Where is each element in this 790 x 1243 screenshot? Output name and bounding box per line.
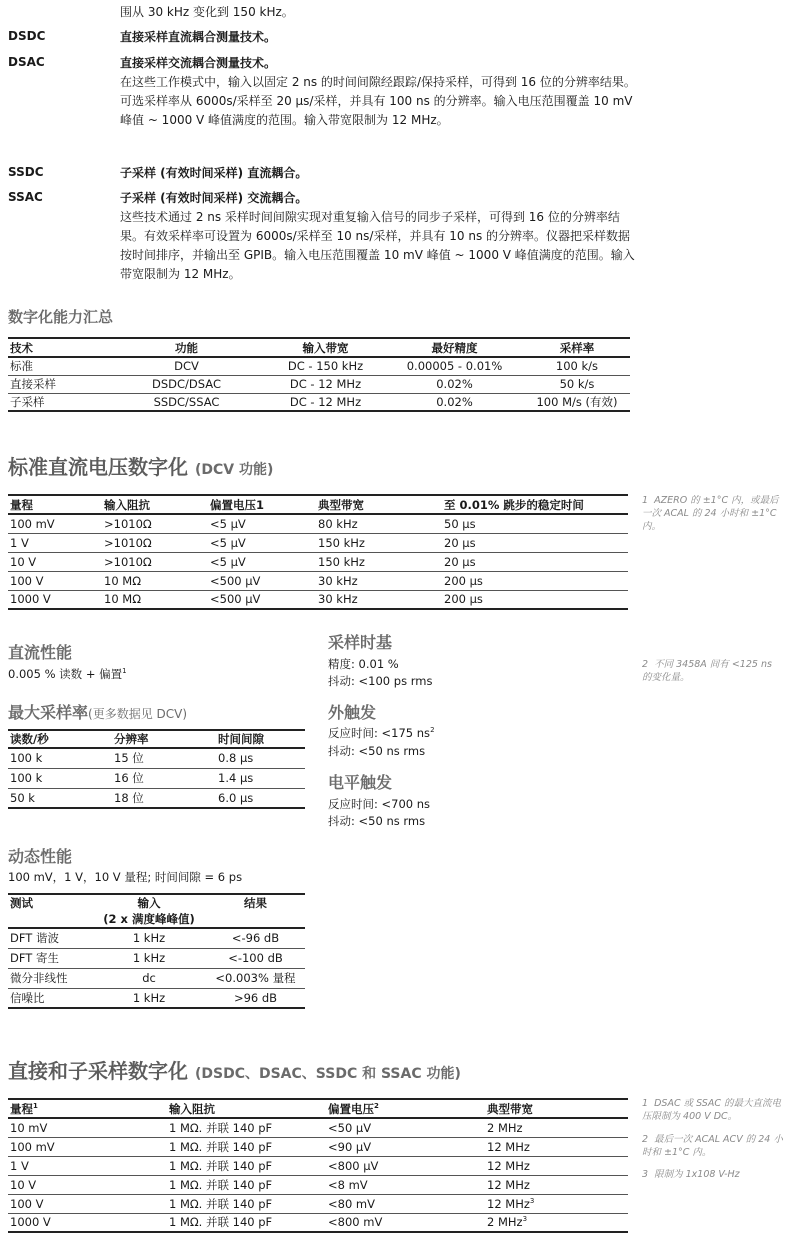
cell: 10 V bbox=[8, 552, 102, 571]
dc-perf-title: 直流性能 bbox=[8, 643, 73, 662]
cell: <5 μV bbox=[208, 514, 316, 533]
cell: 100 mV bbox=[8, 1137, 167, 1156]
summary-header: 技术 bbox=[10, 340, 33, 355]
cell: DC - 12 MHz bbox=[266, 393, 385, 411]
cell: 200 μs bbox=[442, 571, 628, 590]
cell: <-100 dB bbox=[206, 948, 305, 968]
cell: 1 MΩ. 并联 140 pF bbox=[167, 1194, 326, 1213]
summary-table bbox=[8, 337, 630, 412]
cell: 0.8 μs bbox=[216, 748, 305, 768]
footnote-ref: 3 bbox=[529, 1196, 535, 1205]
dcv-header: 偏置电压1 bbox=[210, 497, 265, 512]
cell: 0.02% bbox=[385, 393, 524, 411]
level-trigger-jitter: 抖动: <50 ns rms bbox=[328, 814, 426, 828]
cell: 150 kHz bbox=[316, 552, 442, 571]
cell: <-96 dB bbox=[206, 928, 305, 948]
table-row bbox=[8, 533, 628, 552]
max-rate-subtitle: (更多数据见 DCV) bbox=[88, 707, 188, 721]
dcv-title-text: 标准直流电压数字化 bbox=[8, 455, 188, 479]
dynamic-header-sub: (2 x 满度峰峰值) bbox=[103, 912, 195, 926]
cell: >96 dB bbox=[206, 988, 305, 1008]
summary-title: 数字化能力汇总 bbox=[8, 308, 114, 326]
ext-trigger-title: 外触发 bbox=[328, 703, 377, 722]
cell: <800 μV bbox=[326, 1156, 485, 1175]
table-row bbox=[8, 552, 628, 571]
dynamic-header: 测试 bbox=[10, 896, 33, 910]
direct-header bbox=[485, 1099, 628, 1118]
timebase-precision: 精度: 0.01 % bbox=[328, 657, 399, 671]
dc-perf-value: 0.005 % 读数 + 偏置 bbox=[8, 667, 123, 681]
cell: dc bbox=[92, 968, 206, 988]
cell: DFT 寄生 bbox=[8, 948, 92, 968]
table-row bbox=[8, 375, 630, 393]
cell: >1010Ω bbox=[102, 552, 208, 571]
ext-trigger-jitter: 抖动: <50 ns rms bbox=[328, 744, 426, 758]
note-text: 最后一次 ACAL ACV 的 24 小时和 ±1°C 内。 bbox=[642, 1134, 783, 1158]
summary-header: 输入带宽 bbox=[302, 340, 349, 355]
cell: 1 MΩ. 并联 140 pF bbox=[167, 1118, 326, 1137]
cell-text: 12 MHz bbox=[487, 1139, 530, 1154]
cell: 200 μs bbox=[442, 590, 628, 609]
cell: 1 V bbox=[8, 1156, 167, 1175]
note-number: 1 bbox=[642, 1098, 649, 1109]
summary-header: 功能 bbox=[175, 340, 198, 355]
direct-header-text: 输入阻抗 bbox=[169, 1101, 215, 1116]
direct-subtitle: (DSDC、DSAC、SSDC 和 SSAC 功能) bbox=[194, 1066, 461, 1082]
dcv-note-1 bbox=[642, 494, 782, 533]
cell: 1000 V bbox=[8, 1213, 167, 1232]
table-row bbox=[8, 748, 305, 768]
table-row bbox=[8, 968, 305, 988]
cell: 50 k/s bbox=[524, 375, 630, 393]
cell: <50 μV bbox=[326, 1118, 485, 1137]
cell bbox=[485, 1156, 628, 1175]
summary-header: 采样率 bbox=[559, 340, 595, 355]
level-trigger-latency: 反应时间: <700 ns bbox=[328, 797, 431, 811]
table-row bbox=[8, 357, 630, 375]
cell: 100 k bbox=[8, 748, 112, 768]
table-row bbox=[8, 514, 628, 533]
dynamic-header: 结果 bbox=[244, 896, 267, 910]
cell bbox=[485, 1213, 628, 1232]
timebase-jitter: 抖动: <100 ps rms bbox=[328, 674, 433, 688]
dcv-header: 输入阻抗 bbox=[104, 497, 150, 512]
cell: 10 MΩ bbox=[102, 571, 208, 590]
cell: 10 V bbox=[8, 1175, 167, 1194]
cell-text: 2 MHz bbox=[487, 1120, 523, 1135]
term-dsdc: DSDC bbox=[8, 29, 46, 43]
cell: 1 MΩ. 并联 140 pF bbox=[167, 1213, 326, 1232]
dcv-header: 量程 bbox=[10, 497, 33, 512]
max-rate-title-text: 最大采样率 bbox=[8, 703, 89, 722]
cell: 1 MΩ. 并联 140 pF bbox=[167, 1175, 326, 1194]
cell: 子采样 bbox=[8, 393, 107, 411]
cell: <800 mV bbox=[326, 1213, 485, 1232]
table-row bbox=[8, 571, 628, 590]
cell: 15 位 bbox=[112, 748, 216, 768]
cell: SSDC/SSAC bbox=[107, 393, 266, 411]
max-rate-header: 读数/秒 bbox=[10, 732, 49, 746]
ext-trigger-latency bbox=[328, 725, 435, 741]
max-rate-header: 时间间隙 bbox=[218, 732, 264, 746]
cell: <500 μV bbox=[208, 571, 316, 590]
level-trigger-title: 电平触发 bbox=[328, 773, 393, 792]
cell: <5 μV bbox=[208, 533, 316, 552]
cell: DC - 150 kHz bbox=[266, 357, 385, 375]
direct-title bbox=[8, 1055, 461, 1084]
direct-header bbox=[8, 1099, 167, 1118]
cell: 20 μs bbox=[442, 552, 628, 571]
intro-tail: 围从 30 kHz 变化到 150 kHz。 bbox=[120, 5, 294, 19]
table-row bbox=[8, 1156, 628, 1175]
body-dsac: 在这些工作模式中，输入以固定 2 ns 的时间间隙经跟踪/保持采样，可得到 16 位的分辨率结果。可选采样率从 6000s/采样至 20 μs/采样，并具有 100 ns 的分辨率。输入电压范围覆盖 10 mV 峰值 ~ 1000 V 峰值满度的范围。输入带宽限制为 12 MHz。 bbox=[120, 75, 636, 127]
table-row bbox=[8, 590, 628, 609]
cell: 100 k/s bbox=[524, 357, 630, 375]
cell: DFT 谐波 bbox=[8, 928, 92, 948]
table-row bbox=[8, 1175, 628, 1194]
direct-title-text: 直接和子采样数字化 bbox=[8, 1059, 188, 1083]
cell: 50 k bbox=[8, 788, 112, 808]
dcv-header: 至 0.01% 跳步的稳定时间 bbox=[444, 497, 584, 512]
dynamic-desc: 100 mV，1 V，10 V 量程; 时间间隙 = 6 ps bbox=[8, 870, 243, 884]
cell: 1 MΩ. 并联 140 pF bbox=[167, 1137, 326, 1156]
cell: 1 kHz bbox=[92, 988, 206, 1008]
cell bbox=[485, 1175, 628, 1194]
body-ssac: 这些技术通过 2 ns 采样时间间隙实现对重复输入信号的同步子采样，可得到 16 位的分辨率结果。有效采样率可设置为 6000s/采样至 10 ns/采样，并具有 10 ns 的分辨率。仪器把采样数据按时间排序，并输出至 GPIB。输入电压范围覆盖 10 mV 峰值 ~ 1000 V 峰值满度的范围。输入带宽限制为 12 MHz。 bbox=[120, 210, 635, 281]
max-rate-title bbox=[8, 700, 187, 723]
term-ssdc: SSDC bbox=[8, 165, 44, 179]
note-number: 1 bbox=[642, 495, 649, 506]
cell: 100 V bbox=[8, 571, 102, 590]
note-text: 不同 3458A 间有 <125 ns 的变化量。 bbox=[642, 659, 772, 683]
dynamic-table bbox=[8, 893, 305, 1009]
timebase-title: 采样时基 bbox=[328, 633, 393, 652]
cell: <5 μV bbox=[208, 552, 316, 571]
def-dsdc: 直接采样直流耦合测量技术。 bbox=[120, 30, 277, 44]
table-row bbox=[8, 768, 305, 788]
cell: 100 mV bbox=[8, 514, 102, 533]
direct-header-text: 偏置电压 bbox=[328, 1101, 374, 1116]
note-text: AZERO 的 ±1°C 内，或最后一次 ACAL 的 24 小时和 ±1°C 内。 bbox=[642, 495, 779, 532]
dynamic-header: 输入 bbox=[137, 896, 161, 910]
cell: 18 位 bbox=[112, 788, 216, 808]
max-rate-header: 分辨率 bbox=[114, 732, 149, 746]
cell: 微分非线性 bbox=[8, 968, 92, 988]
table-row bbox=[8, 948, 305, 968]
dcv-subtitle: (DCV 功能) bbox=[194, 462, 274, 478]
term-dsac: DSAC bbox=[8, 55, 45, 69]
cell: 1.4 μs bbox=[216, 768, 305, 788]
cell: >1010Ω bbox=[102, 533, 208, 552]
cell: 0.00005 - 0.01% bbox=[385, 357, 524, 375]
note-number: 2 bbox=[642, 659, 649, 670]
direct-header-text: 典型带宽 bbox=[487, 1101, 533, 1116]
cell: 100 k bbox=[8, 768, 112, 788]
note-number: 2 bbox=[642, 1134, 649, 1145]
cell: >1010Ω bbox=[102, 514, 208, 533]
cell: 0.02% bbox=[385, 375, 524, 393]
dcv-title bbox=[8, 451, 273, 480]
direct-table bbox=[8, 1098, 628, 1233]
def-ssac: 子采样 (有效时间采样) 交流耦合。 bbox=[120, 191, 308, 205]
table-row bbox=[8, 393, 630, 411]
cell: 30 kHz bbox=[316, 590, 442, 609]
summary-header: 最好精度 bbox=[431, 340, 478, 355]
table-row bbox=[8, 1213, 628, 1232]
cell: <0.003% 量程 bbox=[206, 968, 305, 988]
note-text: DSAC 或 SSAC 的最大直流电压限制为 400 V DC。 bbox=[642, 1098, 781, 1122]
dynamic-title: 动态性能 bbox=[8, 847, 73, 866]
cell: 16 位 bbox=[112, 768, 216, 788]
cell: 100 M/s (有效) bbox=[524, 393, 630, 411]
dcv-table bbox=[8, 494, 628, 610]
ext-trigger-latency-text: 反应时间: <175 ns bbox=[328, 726, 431, 740]
footnote-ref: 3 bbox=[522, 1215, 528, 1224]
cell: 直接采样 bbox=[8, 375, 107, 393]
cell: 6.0 μs bbox=[216, 788, 305, 808]
term-ssac: SSAC bbox=[8, 190, 43, 204]
direct-note-1 bbox=[642, 1097, 785, 1123]
cell: 10 mV bbox=[8, 1118, 167, 1137]
cell: 100 V bbox=[8, 1194, 167, 1213]
direct-header-text: 量程 bbox=[10, 1101, 33, 1116]
def-dsac: 直接采样交流耦合测量技术。 bbox=[120, 56, 277, 70]
cell: 10 MΩ bbox=[102, 590, 208, 609]
table-row bbox=[8, 788, 305, 808]
table-row bbox=[8, 988, 305, 1008]
cell-text: 12 MHz bbox=[487, 1196, 530, 1211]
cell: 30 kHz bbox=[316, 571, 442, 590]
cell: 150 kHz bbox=[316, 533, 442, 552]
cell: 1000 V bbox=[8, 590, 102, 609]
table-row bbox=[8, 1137, 628, 1156]
cell: 50 μs bbox=[442, 514, 628, 533]
cell: DC - 12 MHz bbox=[266, 375, 385, 393]
footnote-ref: 2 bbox=[374, 1101, 379, 1110]
def-ssdc: 子采样 (有效时间采样) 直流耦合。 bbox=[120, 166, 308, 180]
max-rate-table bbox=[8, 729, 305, 809]
note-text: 限制为 1x108 V-Hz bbox=[654, 1169, 740, 1180]
direct-header bbox=[167, 1099, 326, 1118]
cell: 1 kHz bbox=[92, 928, 206, 948]
cell-text: 12 MHz bbox=[487, 1158, 530, 1173]
cell: 1 kHz bbox=[92, 948, 206, 968]
dc-perf-text bbox=[8, 666, 127, 682]
footnote-ref: 2 bbox=[430, 726, 435, 735]
cell: 20 μs bbox=[442, 533, 628, 552]
cell: <90 μV bbox=[326, 1137, 485, 1156]
footnote-ref: 1 bbox=[122, 667, 127, 676]
cell bbox=[485, 1118, 628, 1137]
note-2 bbox=[642, 658, 782, 684]
direct-note-2 bbox=[642, 1133, 785, 1159]
cell bbox=[485, 1137, 628, 1156]
cell: 信噪比 bbox=[8, 988, 92, 1008]
cell: <8 mV bbox=[326, 1175, 485, 1194]
cell: <500 μV bbox=[208, 590, 316, 609]
cell: DSDC/DSAC bbox=[107, 375, 266, 393]
note-number: 3 bbox=[642, 1169, 649, 1180]
dcv-header: 典型带宽 bbox=[318, 497, 364, 512]
cell: 1 MΩ. 并联 140 pF bbox=[167, 1156, 326, 1175]
footnote-ref: 1 bbox=[33, 1101, 38, 1110]
cell: 标准 bbox=[8, 357, 107, 375]
cell: <80 mV bbox=[326, 1194, 485, 1213]
cell bbox=[485, 1194, 628, 1213]
cell-text: 2 MHz bbox=[487, 1215, 523, 1230]
cell-text: 12 MHz bbox=[487, 1177, 530, 1192]
direct-note-3 bbox=[642, 1168, 785, 1181]
cell: 1 V bbox=[8, 533, 102, 552]
table-row bbox=[8, 1194, 628, 1213]
table-row bbox=[8, 928, 305, 948]
table-row bbox=[8, 1118, 628, 1137]
cell: DCV bbox=[107, 357, 266, 375]
cell: 80 kHz bbox=[316, 514, 442, 533]
direct-header bbox=[326, 1099, 485, 1118]
